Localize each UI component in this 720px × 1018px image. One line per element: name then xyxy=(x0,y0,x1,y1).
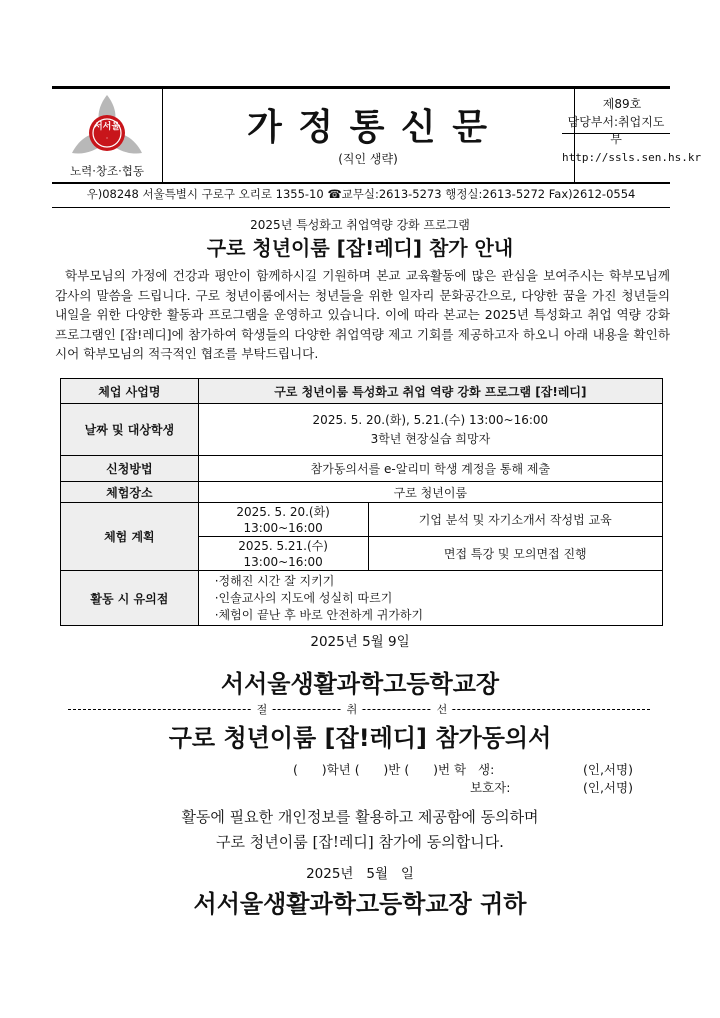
row-label: 체업 사업명 xyxy=(61,379,199,404)
application-method: 참가동의서를 e-알리미 학생 계정을 통해 제출 xyxy=(198,456,662,482)
plan-date: 2025. 5.21.(수) xyxy=(238,538,328,553)
plan-date: 2025. 5. 20.(화) xyxy=(236,504,330,519)
row-label: 활동 시 유의점 xyxy=(61,571,199,626)
guardian-signature-field[interactable]: (인,서명) xyxy=(583,780,633,795)
header-top-row xyxy=(52,89,702,184)
notice-kicker: 2025년 특성화고 취업역량 강화 프로그램 xyxy=(250,218,470,232)
precautions-cell xyxy=(198,571,662,626)
cut-line-label: 취 xyxy=(342,701,362,717)
consent-addressee: 서서울생활과학고등학교장 귀하 xyxy=(193,889,527,918)
seal-omitted-note: (직인 생략) xyxy=(338,152,398,166)
precaution-item: ·정해진 시간 잘 지키기 xyxy=(214,573,335,588)
school-emblem-icon xyxy=(52,91,162,166)
intro-paragraph: 학부모님의 가정에 건강과 평안이 함께하시길 기원하며 본교 교육활동에 많은 관심을 보여주시는 학부모님께 감사의 말씀을 드립니다. 구로 청년이룸에서는 청년들을 위한 일자리 문화공간으로, 다양한 꿈을 가진 청년들의 내일을 위한 다양한 활동과 프로그램을 운영하고 있습니다. 이에 따라 본교는 2025년 특성화고 취업 역량 강화 프로그램인 [잡!레디]에 참가하여 학생들의 다양한 취업역량 제고 기회를 제공하고자 하오니 아래 내용을 확인하시어 학부모님의 적극적인 협조를 부탁드립니다. xyxy=(55,268,670,361)
program-table xyxy=(60,378,663,626)
row-label: 체험 계획 xyxy=(61,503,199,571)
school-address: 우)08248 서울특별시 구로구 오리로 1355-10 ☎교무실:2613-5273 행정실:2613-5272 Fax)2612-0554 xyxy=(86,187,636,201)
program-name: 구로 청년이룸 특성화고 취업 역량 강화 프로그램 [잡!레디] xyxy=(198,379,662,404)
plan-datetime xyxy=(198,537,368,571)
plan-time: 13:00~16:00 xyxy=(243,520,323,535)
school-motto: 노력·창조·협동 xyxy=(70,164,144,178)
website-url[interactable]: http://ssls.sen.hs.kr xyxy=(562,151,702,164)
table-row xyxy=(61,571,663,626)
table-row xyxy=(61,456,663,482)
cut-line-label: 선 xyxy=(432,701,452,717)
guardian-label: 보호자: xyxy=(470,780,511,795)
notice-title: 구로 청년이룸 [잡!레디] 참가 안내 xyxy=(206,236,514,260)
table-row xyxy=(61,404,663,456)
department: 담당부서:취업지도부 xyxy=(567,115,665,146)
svg-text:·: · xyxy=(105,134,109,143)
issue-date: 2025년 5월 9일 xyxy=(310,634,410,650)
row-label: 날짜 및 대상학생 xyxy=(61,404,199,456)
consent-title: 구로 청년이룸 [잡!레디] 참가동의서 xyxy=(168,724,552,752)
newsletter-header xyxy=(52,86,702,208)
school-logo-cell xyxy=(52,89,163,182)
precaution-item: ·체험이 끝난 후 바로 안전하게 귀가하기 xyxy=(214,607,424,622)
table-row xyxy=(61,482,663,503)
student-info-line[interactable]: ( )학년 ( )반 ( )번 학 생: xyxy=(293,762,495,777)
info-cell xyxy=(562,89,702,182)
row-label: 체험장소 xyxy=(61,482,199,503)
table-row xyxy=(61,379,663,404)
plan-content: 면접 특강 및 모의면접 진행 xyxy=(368,537,662,571)
precaution-item: ·인솔교사의 지도에 성실히 따르기 xyxy=(214,590,393,605)
plan-datetime xyxy=(198,503,368,537)
row-label: 신청방법 xyxy=(61,456,199,482)
table-row xyxy=(61,503,663,537)
logo-text: 서서울 xyxy=(93,122,121,132)
target-students: 3학년 현장실습 희망자 xyxy=(370,431,491,446)
cut-line-label: 절 xyxy=(252,701,272,717)
date-target-cell xyxy=(198,404,662,456)
student-signature-field[interactable]: (인,서명) xyxy=(583,762,633,777)
issue-number: 제89호 xyxy=(602,97,642,111)
plan-content: 기업 분석 및 자기소개서 작성법 교육 xyxy=(368,503,662,537)
consent-statement: 활동에 필요한 개인정보를 활용하고 제공함에 동의하며 xyxy=(181,808,539,826)
consent-date[interactable]: 2025년 5월 일 xyxy=(306,866,414,882)
principal-signature: 서서울생활과학고등학교장 xyxy=(220,669,500,698)
title-cell xyxy=(162,89,575,182)
plan-time: 13:00~16:00 xyxy=(243,554,323,569)
program-dates: 2025. 5. 20.(화), 5.21.(수) 13:00~16:00 xyxy=(312,412,549,427)
program-location: 구로 청년이룸 xyxy=(198,482,662,503)
consent-statement: 구로 청년이룸 [잡!레디] 참가에 동의합니다. xyxy=(216,833,504,851)
newsletter-title: 가 정 통 신 문 xyxy=(246,106,489,148)
